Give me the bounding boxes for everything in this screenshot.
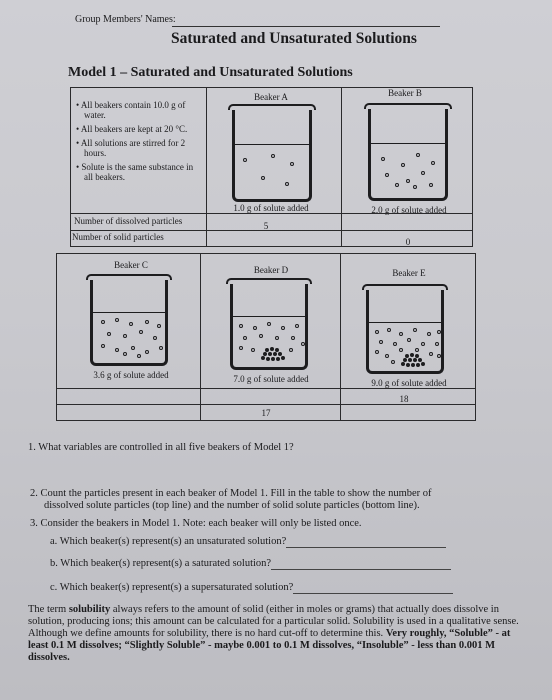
condition-item: • All beakers contain 10.0 g of water. — [76, 100, 186, 120]
page-title: Saturated and Unsaturated Solutions — [171, 30, 417, 47]
beaker-e-solute: 9.0 g of solute added — [371, 378, 447, 388]
beaker-b-solid-count[interactable]: 0 — [405, 237, 411, 247]
divider — [340, 253, 341, 421]
question-3: 3. Consider the beakers in Model 1. Note: each beaker will only be listed once. — [30, 518, 362, 529]
group-members-blank[interactable] — [172, 26, 440, 27]
beaker-a-label: Beaker A — [254, 92, 288, 102]
beaker-b-solute: 2.0 g of solute added — [371, 205, 447, 215]
row-divider — [56, 404, 476, 405]
row-divider — [56, 388, 476, 389]
answer-3a-blank[interactable] — [286, 547, 446, 548]
question-2-line-1: 2. Count the particles present in each beaker of Model 1. Fill in the table to show the number of — [30, 488, 432, 499]
row-divider — [70, 213, 473, 214]
solubility-paragraph: The term solubility always refers to the amount of solid (either in moles or grams) that actually does dissolve in solution, producing ions; this amount can be calculated for a particular solid. Solubility is used in a qualitative sense. Although we define amounts for solubility, there is no hard cut-off to determine this. Very roughly, “Soluble” - at least 0.1 M dissolves; “Slightly Soluble” - maybe 0.001 to 0.1 M dissolves, “Insoluble” - less than 0.001 M dissolves. — [28, 604, 519, 663]
conditions-list — [76, 100, 204, 186]
beaker-c-solute: 3.6 g of solute added — [93, 370, 169, 380]
condition-item: • All solutions are stirred for 2 hours. — [76, 138, 186, 158]
beaker-e-label: Beaker E — [392, 268, 426, 278]
condition-item: • All beakers are kept at 20 °C. — [76, 124, 188, 134]
beaker-c-label: Beaker C — [114, 260, 148, 270]
answer-3c-blank[interactable] — [293, 593, 453, 594]
group-members-label: Group Members' Names: — [75, 14, 176, 25]
beaker-e-dissolved-count[interactable]: 18 — [399, 394, 409, 404]
model-title: Model 1 – Saturated and Unsaturated Solutions — [68, 65, 353, 80]
question-3a: a. Which beaker(s) represent(s) an unsaturated solution? — [50, 536, 446, 548]
divider — [341, 87, 342, 247]
beaker-a-solute: 1.0 g of solute added — [233, 203, 309, 213]
question-3c: c. Which beaker(s) represent(s) a supersaturated solution? — [50, 582, 453, 594]
question-3b: b. Which beaker(s) represent(s) a saturated solution? — [50, 558, 451, 570]
answer-3b-blank[interactable] — [271, 569, 451, 570]
row-label-dissolved: Number of dissolved particles — [74, 216, 183, 226]
divider — [206, 87, 207, 213]
row-label-solid: Number of solid particles — [72, 232, 164, 242]
beaker-d-label: Beaker D — [253, 265, 289, 275]
beaker-d-solid-count[interactable]: 17 — [261, 408, 271, 418]
divider — [200, 253, 201, 421]
question-1: 1. What variables are controlled in all five beakers of Model 1? — [28, 442, 294, 453]
beaker-b-label: Beaker B — [388, 88, 422, 98]
beaker-d-solute: 7.0 g of solute added — [233, 374, 309, 384]
beaker-a-dissolved-count[interactable]: 5 — [263, 221, 269, 231]
question-2-line-2: dissolved solute particles (top line) and the number of solid solute particles (bottom line). — [44, 500, 420, 511]
condition-item: • Solute is the same substance in all beakers. — [76, 162, 194, 182]
